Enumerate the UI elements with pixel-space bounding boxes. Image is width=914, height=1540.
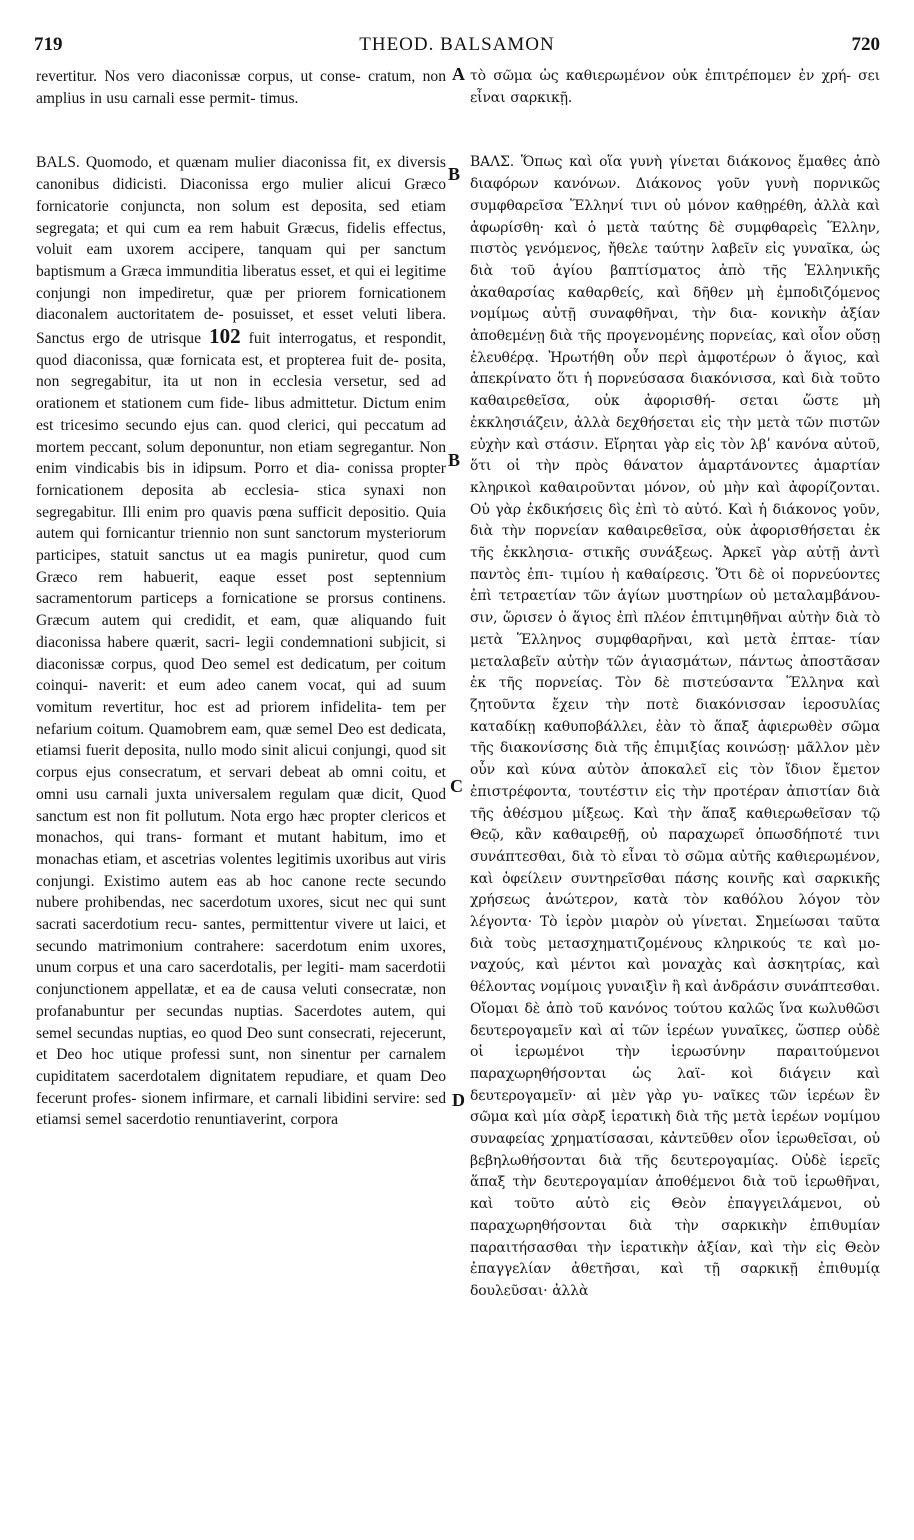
latin-paragraph-2 bbox=[36, 152, 446, 1131]
section-marker-a: A bbox=[452, 64, 465, 84]
latin-text-after-column-number: fuit interrogatus, et respondit, quod diaconissa, quæ fornicata est, et propterea fuit de- posita, non segregabitur, ita ut non in ecclesia versetur, sed ad orationem et stationem cum fide- libus admittetur. Dictum enim est tricesimo secundo ejus can. quod clerici, qui peccatum ad mortem peccant, solum deponuntur, non etiam segregantur. Non enim vindicabis bis in idipsum. Porro et dia- conissa propter fornicationem deposita ab ecclesia- stica synaxi non segregabitur. Illi enim pro quavis pœna sufficit depositio. Quia autem qui fornicantur triennio non sunt sanctorum mysteriorum participes, statuit sanctus ut ea magis puniretur, quod cum Græco rem habuerit, eaque esset post septennium sacramentorum particeps a fornicatione se prorsus continens. Græcum autem qui credidit, et eam, quæ aliquando fuit diaconissa habere quærit, sacri- legii condemnationi subjicit, si diaconissæ corpus, quod Deo semel est dedicatum, per coitum coinqui- naverit: et eum adeo canem vocat, qui ad suum vomitum revertitur, hoc est ad priorem infidelita- tem per nefarium coitum. Quamobrem eam, quæ semel Deo est dedicata, etiamsi fuerit deposita, nullo modo sinit alicui conjungi, quod sit corpus ejus consecratum, et servari debeat ab omni coitu, et omni usu carnali juxta universalem regulam quæ dicit, Quod sanctum est non fit pollutum. Nota ergo hæc propter clericos et monachos, qui trans- formant et mutant habitum, imo et monachas etiam, et ascetrias volentes legitimis uxoribus aut viris conjungi. Existimo autem eas ab hoc canone recte secundo nubere prohibendas, nec sacerdotum uxores, sicut nec qui sunt sacrati sacerdotium recu- santes, permittentur vivere ut laici, et secundo matrimonium contrahere: sacerdotum enim uxores, unum corpus et una caro sacerdotalis, per legiti- mam sacerdotii conjunctionem appellatæ, et ea de causa veluti consecratæ, non profanabuntur per secundas nuptias. Sacerdotes autem, qui semel secundas nuptias, eo quod Deo sunt consecrati, rejecerunt, et Deo hoc utique professi sunt, non sinentur per carnalem cupiditatem sacerdotalem dignitatem repudiare, et quam Deo fecerunt profes- sionem infirmare, et carnali libidini servire: sed etiamsi semel sacerdotio renuntiaverint, corpora bbox=[36, 330, 446, 1129]
paragraph-gap bbox=[36, 109, 446, 152]
page-number-left: 719 bbox=[34, 34, 63, 55]
page-number-right: 720 bbox=[851, 34, 880, 55]
greek-paragraph-1: τὸ σῶμα ὡς καθιερωμένον οὐκ ἐπιτρέπομεν ἐν χρή- σει εἶναι σαρκικῇ. bbox=[470, 68, 880, 106]
running-title: THEOD. BALSAMON bbox=[359, 34, 555, 55]
section-marker-b: B bbox=[448, 164, 461, 184]
latin-column bbox=[36, 66, 446, 1131]
section-marker-b-second: B bbox=[448, 450, 461, 470]
column-number: 102 bbox=[209, 324, 241, 349]
latin-text-before-column-number: BALS. Quomodo, et quænam mulier diaconissa fit, ex diversis canonibus didicisti. Diaconissa ergo mulier alicui Græco fornicatorie conjuncta, non solum est deposita, sed etiam segregata; et qui cum ea rem habuit Græcus, fidelis effectus, voluit eam uxorem accipere, tanquam qui per sanctum baptismum a Græca immunditia liberatus esset, et qui ei legitime conjungi non impediretur, quæ per priorem fornicationem diaconalem auctoritatem de- posuisset, et esset veluti libera. Sanctus ergo de utrisque bbox=[36, 154, 446, 348]
section-marker-d: D bbox=[452, 1090, 465, 1110]
section-marker-c: C bbox=[450, 776, 463, 796]
latin-paragraph-1: revertitur. Nos vero diaconissæ corpus, ut conse- cratum, non amplius in usu carnali esse permit- timus. bbox=[36, 68, 446, 107]
running-header bbox=[34, 34, 880, 58]
greek-paragraph-2: ΒΑΛΣ. Ὅπως καὶ οἵα γυνὴ γίνεται διάκονος ἔμαθες ἀπὸ διαφόρων κανόνων. Διάκονος γοῦν γυνὴ πορνικῶς συμφθαρεῖσα Ἕλληνί τινι οὐ μόνον καθῃρέθη, ἀλλὰ καὶ ἀφωρίσθη· καὶ ὁ μετὰ ταύτης δὲ συμφθαρεὶς Ἕλλην, πιστὸς γενόμενος, ἤθελε ταύτην λαβεῖν εἰς γυναῖκα, ὡς διὰ τοῦ ἁγίου βαπτίσματος ἀπὸ τῆς Ἑλληνικῆς ἀκαθαρσίας καθαρθείς, καὶ δῆθεν μὴ ἐμποδιζόμενος νομίμως αὐτῇ συναφθῆναι, τὴν δια- κονικὴν ἀξίαν ἀποθεμένῃ διὰ τῆς προγενομένης πορνείας, καὶ οἷον οὔσῃ ἐλευθέρᾳ. Ἠρωτήθη οὖν περὶ ἀμφοτέρων ὁ ἅγιος, καὶ ἀπεκρίνατο ὅτι ἡ πορνεύσασα διακόνισσα, καὶ διὰ τοῦτο καθαιρεθεῖσα, οὐκ ἀφορισθή- σεται ὥστε μὴ ἐκκλησιάζειν, ἀλλὰ δεχθήσεται εἰς τὴν μετὰ τῶν πιστῶν εὐχὴν καὶ στάσιν. Εἴρηται γὰρ εἰς τὸν λβʹ κανόνα αὐτοῦ, ὅτι οἱ τὴν πρὸς θάνατον ἁμαρτάνοντες ἁμαρτίαν κληρικοὶ καθαιροῦνται μόνον, οὐ μὴν καὶ ἀφορίζονται. Οὐ γὰρ ἐκδικήσεις δὶς ἐπὶ τὸ αὐτό. Καὶ ἡ διάκονος γοῦν, διὰ τὴν πορνείαν καθαιρεθεῖσα, οὐκ ἀφορισθήσεται ἐκ τῆς ἐκκλησια- στικῆς συνάξεως. Ἀρκεῖ γὰρ αὐτῇ ἀντὶ παντὸς ἐπι- τιμίου ἡ καθαίρεσις. Ὅτι δὲ οἱ πορνεύοντες ἐπὶ τετραετίαν τῶν ἁγίων μυστηρίων οὐ μεταλαμβάνου- σιν, ὥρισεν ὁ ἅγιος ἐπὶ πλέον ἐπιτιμηθῆναι αὐτὴν διὰ τὸ μετὰ Ἕλληνος συμφθαρῆναι, καὶ μετὰ ἑπταε- τίαν μεταλαβεῖν αὐτὴν τῶν ἁγιασμάτων, πάντως ἀποστᾶσαν ἐκ τῆς πορνείας. Τὸν δὲ πιστεύσαντα Ἕλληνα καὶ ζητοῦντα ἔχειν τὴν ποτὲ διακόνισσαν ἱεροσυλίας καταδίκῃ καθυποβάλλει, ἐὰν τὸ ἅπαξ ἀφιερωθὲν σῶμα τῆς διακονίσσης διὰ τῆς ἐπιμιξίας κοινώσῃ· μᾶλλον μὲν οὖν καὶ κύνα αὐτὸν ἀποκαλεῖ εἰς τὸν ἴδιον ἔμετον ἐπιστρέφοντα, τουτέστιν εἰς τὴν προτέραν ἀπιστίαν διὰ τῆς ἀθέσμου μίξεως. Καὶ τὴν ἅπαξ καθιερωθεῖσαν τῷ Θεῷ, κἂν καθαιρεθῇ, οὐ παραχωρεῖ ὁπωσδήποτέ τινι συνάπτεσθαι, διὰ τὸ εἶναι τὸ σῶμα αὐτῆς καθιερωμένον, καὶ ὀφείλειν συντηρεῖσθαι πάσης κοινῆς καὶ σαρκικῆς χρήσεως ἀνώτερον, κατὰ τὸν καθόλου λόγον τὸν λέγοντα· Τὸ ἱερὸν μιαρὸν οὐ γίνεται. Σημείωσαι ταῦτα διὰ τοὺς μετασχηματιζομένους κληρικούς τε καὶ μο- ναχούς, καὶ μέντοι καὶ μοναχὰς καὶ ἀσκητρίας, καὶ θέλοντας νομίμοις γυναιξὶν ἢ καὶ ἀνδράσιν συνάπτεσθαι. Οἴομαι δὲ ἀπὸ τοῦ κανόνος τούτου καλῶς ἵνα κωλυθῶσι δευτερογαμεῖν καὶ αἱ τῶν ἱερέων γυναῖκες, ὥσπερ οὐδὲ οἱ ἱερωμένοι τὴν ἱερωσύνην παραιτούμενοι παραχωρηθήσονται ὡς λαϊ- κοὶ διάγειν καὶ δευτερογαμεῖν· αἱ μὲν γὰρ γυ- ναῖκες τῶν ἱερέων ἓν σῶμα καὶ μία σὰρξ ἱερατικὴ διὰ τῆς μετὰ ἱερέων νομίμου συναφείας χρηματίσασαι, κἀντεῦθεν οἷον ἱερωθεῖσαι, οὐ βεβηλωθήσονται διὰ τῆς δευτερογαμίας. Οὐδὲ ἱερεῖς ἅπαξ τὴν δευτερογαμίαν ἀποθέμενοι διὰ τοῦ ἱερωθῆναι, καὶ τοῦτο αὐτὸ εἰς Θεὸν ἐπαγγειλάμενοι, οὐ παραχωρηθήσονται διὰ τὴν σαρκικὴν ἐπιθυμίαν παραιτήσασθαι τὴν ἱερατικὴν ἀξίαν, καὶ τὴν εἰς Θεὸν ἐπαγγελίαν ἀθετῆσαι, καὶ τῇ σαρκικῇ ἐπιθυμίᾳ δουλεῦσαι· ἀλλὰ bbox=[470, 154, 880, 1299]
greek-column bbox=[470, 66, 880, 1303]
paragraph-gap bbox=[470, 109, 880, 152]
